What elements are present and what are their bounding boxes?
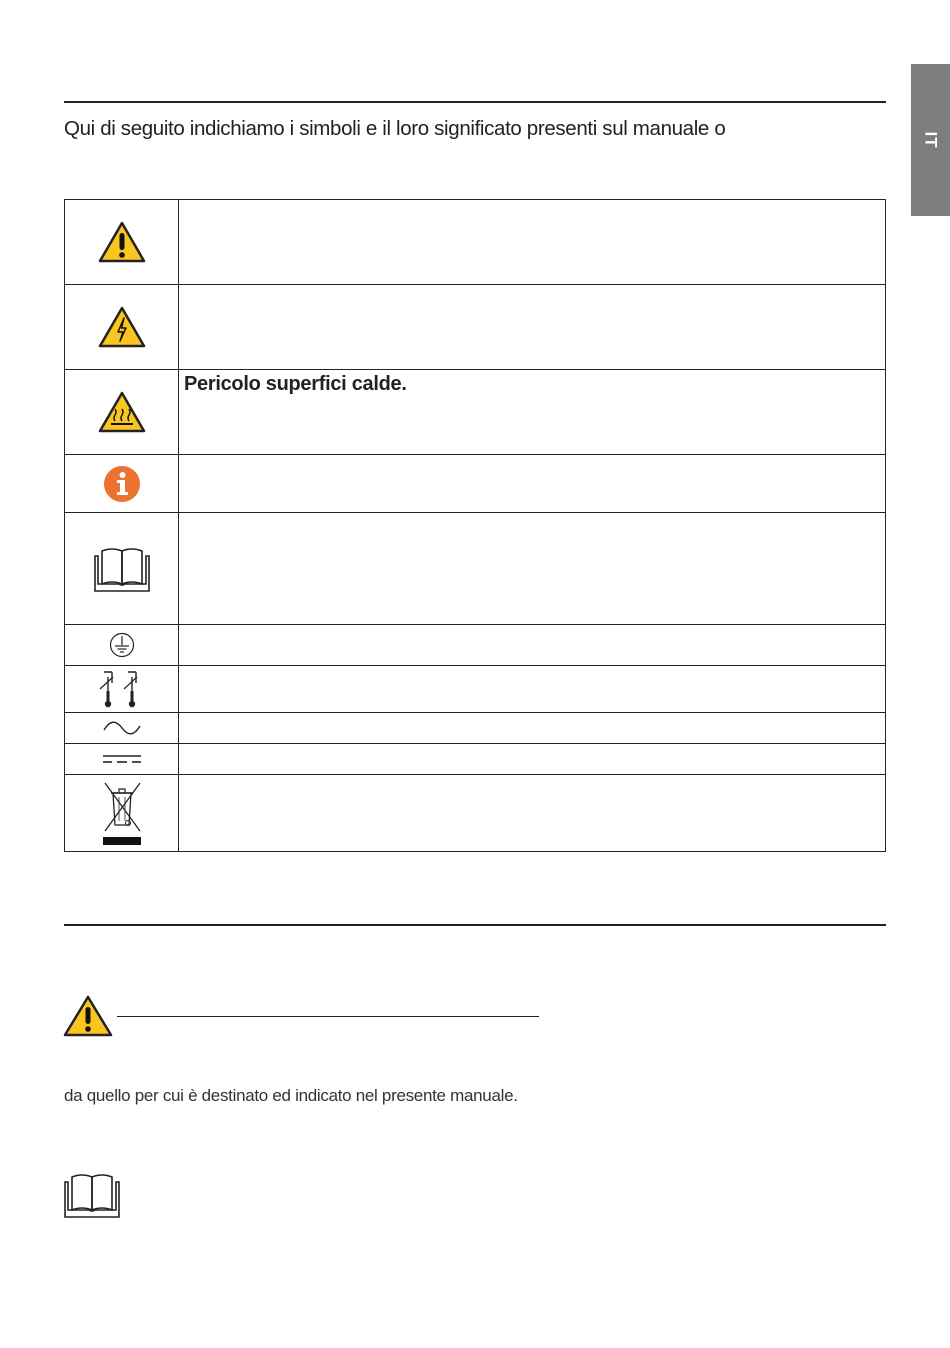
- symbol-description: [179, 744, 886, 775]
- intro-text: Qui di seguito indichiamo i simboli e il loro significato presenti sul manuale o: [64, 117, 726, 140]
- weee-bin-icon: [100, 779, 144, 847]
- icon-cell: [65, 370, 179, 455]
- usage-paragraph: da quello per cui è destinato ed indicato nel presente manuale.: [64, 1086, 518, 1105]
- table-row: [65, 666, 886, 713]
- warning-heading-rule: [117, 1016, 539, 1017]
- icon-cell: [65, 513, 179, 625]
- symbol-description: [179, 455, 886, 513]
- icon-cell: [65, 744, 179, 775]
- symbol-description: [179, 666, 886, 713]
- icon-cell: [65, 625, 179, 666]
- symbol-description: [179, 513, 886, 625]
- symbol-description: [179, 200, 886, 285]
- section-rule: [64, 924, 886, 926]
- read-manual-icon: [94, 546, 150, 592]
- language-tab: [911, 64, 950, 216]
- read-manual-icon: [64, 1172, 120, 1218]
- info-icon: [103, 465, 141, 503]
- icon-cell: [65, 713, 179, 744]
- temperature-limits-icon: [98, 669, 146, 709]
- symbol-description: [179, 775, 886, 852]
- symbol-description: Pericolo superfici calde.: [179, 370, 886, 455]
- electric-hazard-icon: [98, 306, 146, 348]
- top-rule: [64, 101, 886, 103]
- table-row: [65, 285, 886, 370]
- warning-triangle-icon: [63, 995, 113, 1037]
- hot-surface-icon: [98, 391, 146, 433]
- icon-cell: [65, 775, 179, 852]
- protective-earth-icon: [109, 632, 135, 658]
- direct-current-icon: [102, 753, 142, 765]
- table-row: [65, 513, 886, 625]
- warning-triangle-icon: [98, 221, 146, 263]
- icon-cell: [65, 455, 179, 513]
- icon-cell: [65, 666, 179, 713]
- icon-cell: [65, 200, 179, 285]
- table-row: [65, 200, 886, 285]
- alternating-current-icon: [102, 720, 142, 736]
- table-row: [65, 625, 886, 666]
- table-row: [65, 455, 886, 513]
- symbol-description: [179, 625, 886, 666]
- symbol-description: [179, 285, 886, 370]
- table-row: [65, 744, 886, 775]
- language-tab-label: IT: [921, 131, 941, 149]
- symbols-table: [64, 199, 886, 852]
- table-row: [65, 370, 886, 455]
- table-row: [65, 713, 886, 744]
- symbol-description: [179, 713, 886, 744]
- icon-cell: [65, 285, 179, 370]
- table-row: [65, 775, 886, 852]
